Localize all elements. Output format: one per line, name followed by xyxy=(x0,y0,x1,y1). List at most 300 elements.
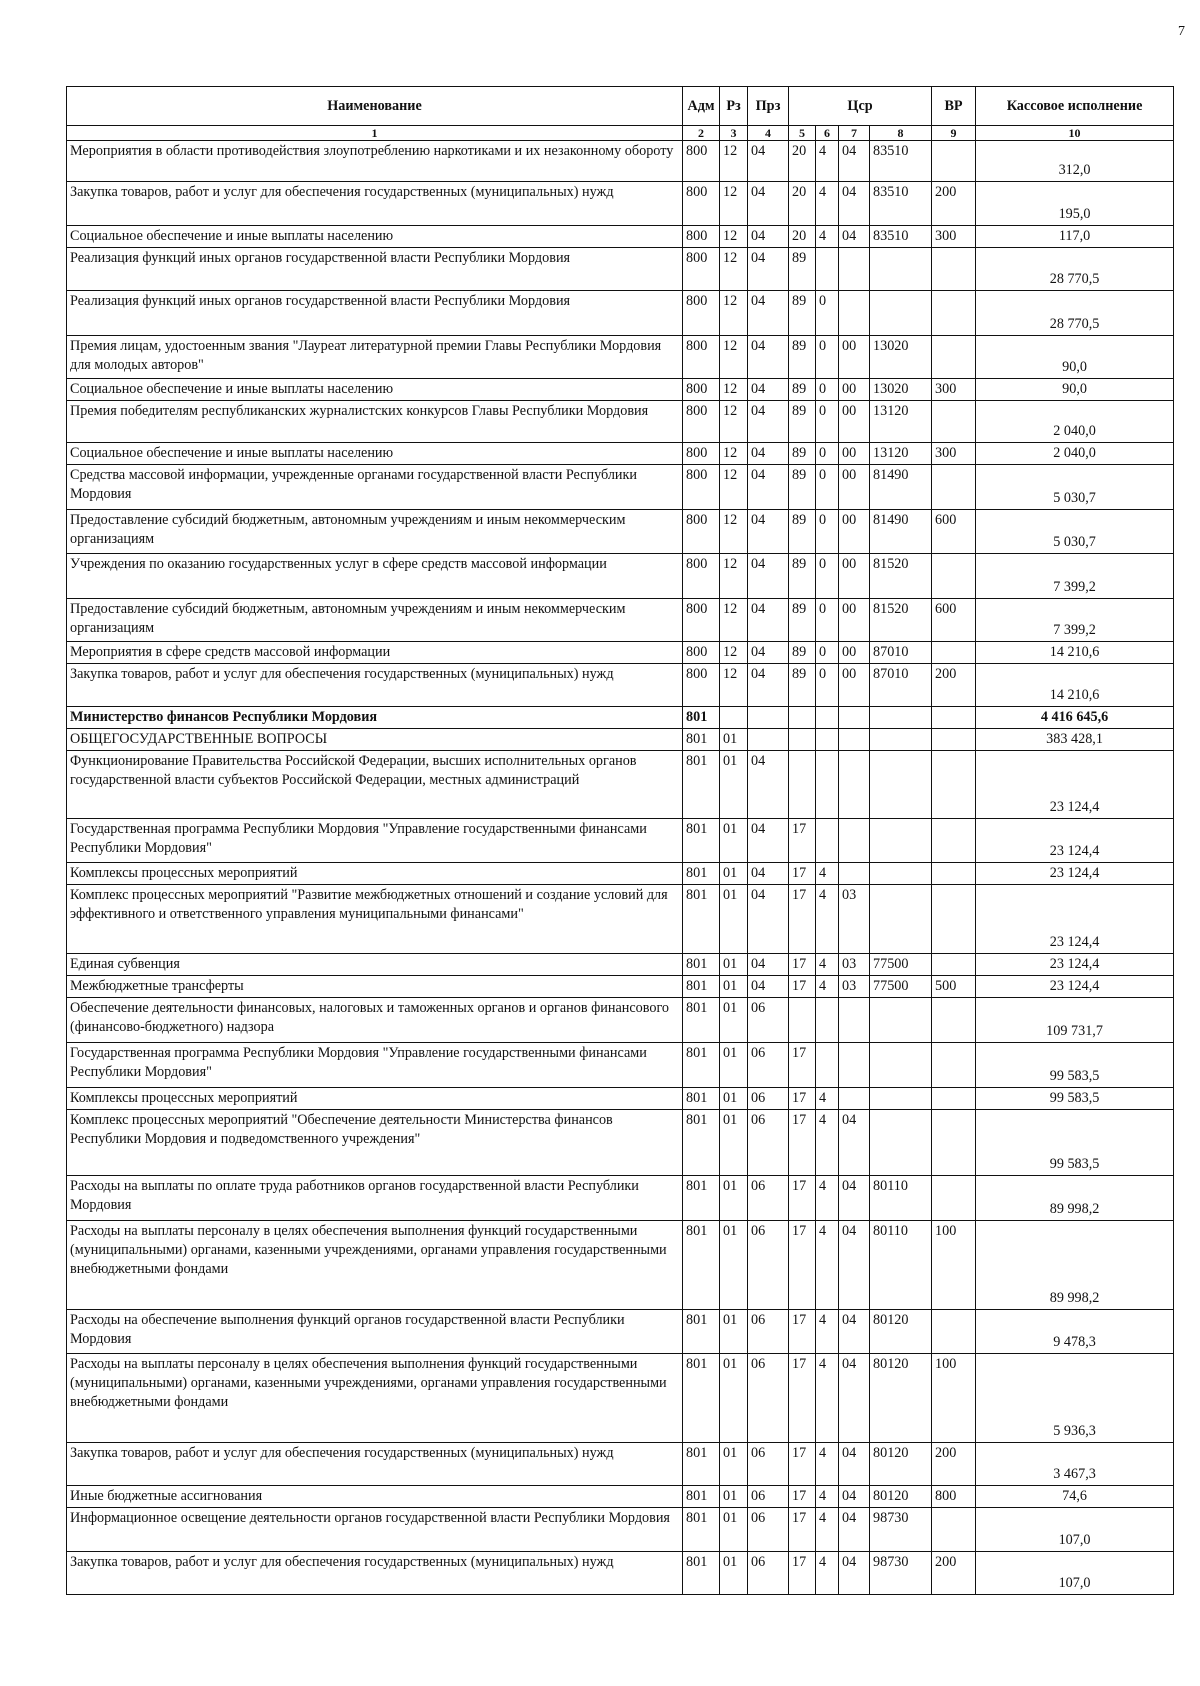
header-rz: Рз xyxy=(720,87,748,126)
row-adm: 801 xyxy=(683,819,720,863)
row-adm: 801 xyxy=(683,1552,720,1595)
row-csr-direction xyxy=(870,707,932,729)
row-vr: 800 xyxy=(932,1486,976,1508)
page-number: 7 xyxy=(1178,24,1185,39)
table-row xyxy=(67,976,1174,998)
row-rz: 12 xyxy=(720,554,748,599)
row-prz: 06 xyxy=(748,1176,789,1221)
row-prz: 06 xyxy=(748,1552,789,1595)
row-adm: 800 xyxy=(683,182,720,226)
row-name: Расходы на обеспечение выполнения функций органов государственной власти Республики Мордовия xyxy=(67,1310,683,1354)
row-name: Государственная программа Республики Мордовия "Управление государственными финансами Республики Мордовия" xyxy=(67,1043,683,1088)
row-rz xyxy=(720,707,748,729)
row-adm: 801 xyxy=(683,998,720,1043)
row-csr-direction xyxy=(870,1110,932,1176)
row-csr-direction xyxy=(870,998,932,1043)
row-amount: 90,0 xyxy=(976,336,1174,379)
row-csr-direction xyxy=(870,1088,932,1110)
row-adm: 801 xyxy=(683,1443,720,1486)
row-amount: 99 583,5 xyxy=(976,1043,1174,1088)
row-name: Закупка товаров, работ и услуг для обеспечения государственных (муниципальных) нужд xyxy=(67,1443,683,1486)
row-prz: 04 xyxy=(748,642,789,664)
row-csr-program: 89 xyxy=(789,664,816,707)
row-vr xyxy=(932,465,976,510)
row-rz: 01 xyxy=(720,819,748,863)
row-csr-program: 17 xyxy=(789,1088,816,1110)
row-csr-program: 17 xyxy=(789,1443,816,1486)
row-rz: 01 xyxy=(720,1176,748,1221)
table-row xyxy=(67,751,1174,819)
row-csr-direction: 81520 xyxy=(870,554,932,599)
row-prz: 06 xyxy=(748,1443,789,1486)
row-csr-group: 00 xyxy=(839,336,870,379)
header-csr: Цср xyxy=(789,87,932,126)
row-rz: 12 xyxy=(720,226,748,248)
row-csr-type: 0 xyxy=(816,554,839,599)
row-name: Социальное обеспечение и иные выплаты населению xyxy=(67,226,683,248)
row-csr-direction: 77500 xyxy=(870,954,932,976)
row-name: Комплексы процессных мероприятий xyxy=(67,863,683,885)
row-adm: 801 xyxy=(683,1508,720,1552)
row-vr: 300 xyxy=(932,379,976,401)
table-row xyxy=(67,729,1174,751)
row-csr-type xyxy=(816,707,839,729)
row-rz: 12 xyxy=(720,182,748,226)
row-vr xyxy=(932,1310,976,1354)
table-row xyxy=(67,863,1174,885)
row-csr-direction: 83510 xyxy=(870,182,932,226)
row-csr-direction: 87010 xyxy=(870,642,932,664)
row-name: Информационное освещение деятельности органов государственной власти Республики Мордовия xyxy=(67,1508,683,1552)
row-amount: 99 583,5 xyxy=(976,1110,1174,1176)
row-csr-group: 00 xyxy=(839,642,870,664)
row-amount: 74,6 xyxy=(976,1486,1174,1508)
row-amount: 383 428,1 xyxy=(976,729,1174,751)
row-csr-group: 04 xyxy=(839,1508,870,1552)
row-rz: 01 xyxy=(720,751,748,819)
row-csr-program: 89 xyxy=(789,443,816,465)
row-vr xyxy=(932,141,976,182)
row-amount: 23 124,4 xyxy=(976,976,1174,998)
row-csr-direction: 80110 xyxy=(870,1221,932,1310)
row-vr xyxy=(932,729,976,751)
row-csr-direction: 80110 xyxy=(870,1176,932,1221)
row-csr-type: 0 xyxy=(816,401,839,443)
row-name: Мероприятия в сфере средств массовой информации xyxy=(67,642,683,664)
row-csr-program: 89 xyxy=(789,401,816,443)
row-csr-group: 04 xyxy=(839,182,870,226)
row-vr: 600 xyxy=(932,510,976,554)
row-prz: 04 xyxy=(748,863,789,885)
table-row xyxy=(67,819,1174,863)
row-csr-direction: 83510 xyxy=(870,226,932,248)
row-csr-group: 04 xyxy=(839,1443,870,1486)
row-csr-direction xyxy=(870,885,932,954)
row-csr-program: 20 xyxy=(789,141,816,182)
col-number: 2 xyxy=(683,126,720,141)
row-adm: 801 xyxy=(683,863,720,885)
row-prz: 04 xyxy=(748,443,789,465)
row-name: ОБЩЕГОСУДАРСТВЕННЫЕ ВОПРОСЫ xyxy=(67,729,683,751)
row-csr-program xyxy=(789,998,816,1043)
row-adm: 800 xyxy=(683,401,720,443)
row-rz: 01 xyxy=(720,863,748,885)
row-csr-program: 89 xyxy=(789,336,816,379)
row-vr: 600 xyxy=(932,599,976,642)
row-amount: 7 399,2 xyxy=(976,554,1174,599)
row-csr-group: 04 xyxy=(839,1176,870,1221)
row-amount: 99 583,5 xyxy=(976,1088,1174,1110)
row-csr-program: 89 xyxy=(789,554,816,599)
col-number: 4 xyxy=(748,126,789,141)
row-csr-direction: 87010 xyxy=(870,664,932,707)
row-csr-direction: 77500 xyxy=(870,976,932,998)
row-csr-direction: 81520 xyxy=(870,599,932,642)
row-csr-group: 00 xyxy=(839,554,870,599)
row-csr-group: 00 xyxy=(839,664,870,707)
row-name: Закупка товаров, работ и услуг для обеспечения государственных (муниципальных) нужд xyxy=(67,1552,683,1595)
row-csr-direction: 98730 xyxy=(870,1552,932,1595)
row-vr: 200 xyxy=(932,1552,976,1595)
row-rz: 01 xyxy=(720,729,748,751)
row-csr-type xyxy=(816,729,839,751)
table-row xyxy=(67,707,1174,729)
row-prz: 06 xyxy=(748,1043,789,1088)
row-csr-direction: 81490 xyxy=(870,510,932,554)
row-amount: 14 210,6 xyxy=(976,642,1174,664)
row-csr-type: 0 xyxy=(816,510,839,554)
row-csr-direction: 13020 xyxy=(870,379,932,401)
row-csr-group xyxy=(839,998,870,1043)
row-csr-type: 4 xyxy=(816,1176,839,1221)
row-rz: 01 xyxy=(720,1088,748,1110)
row-name: Средства массовой информации, учрежденные органами государственной власти Республики Мордовия xyxy=(67,465,683,510)
row-adm: 801 xyxy=(683,1176,720,1221)
row-prz: 04 xyxy=(748,976,789,998)
table-row xyxy=(67,1110,1174,1176)
row-csr-program: 17 xyxy=(789,1176,816,1221)
row-adm: 800 xyxy=(683,248,720,291)
row-name: Государственная программа Республики Мордовия "Управление государственными финансами Республики Мордовия" xyxy=(67,819,683,863)
row-adm: 801 xyxy=(683,976,720,998)
row-csr-type: 4 xyxy=(816,1221,839,1310)
col-number: 9 xyxy=(932,126,976,141)
row-adm: 801 xyxy=(683,1110,720,1176)
row-vr xyxy=(932,1110,976,1176)
row-name: Министерство финансов Республики Мордовия xyxy=(67,707,683,729)
row-vr xyxy=(932,819,976,863)
row-amount: 89 998,2 xyxy=(976,1176,1174,1221)
row-vr: 300 xyxy=(932,443,976,465)
row-csr-group: 00 xyxy=(839,599,870,642)
row-csr-direction: 80120 xyxy=(870,1486,932,1508)
row-prz: 06 xyxy=(748,1486,789,1508)
row-csr-direction xyxy=(870,751,932,819)
row-csr-type xyxy=(816,751,839,819)
row-amount: 23 124,4 xyxy=(976,885,1174,954)
row-name: Межбюджетные трансферты xyxy=(67,976,683,998)
row-csr-program: 17 xyxy=(789,1221,816,1310)
row-name: Иные бюджетные ассигнования xyxy=(67,1486,683,1508)
row-rz: 12 xyxy=(720,443,748,465)
header-amount: Кассовое исполнение xyxy=(976,87,1174,126)
row-amount: 23 124,4 xyxy=(976,751,1174,819)
row-csr-type: 0 xyxy=(816,664,839,707)
row-rz: 01 xyxy=(720,998,748,1043)
row-csr-type: 0 xyxy=(816,642,839,664)
row-name: Реализация функций иных органов государственной власти Республики Мордовия xyxy=(67,291,683,336)
row-csr-program: 89 xyxy=(789,379,816,401)
table-row xyxy=(67,998,1174,1043)
row-rz: 12 xyxy=(720,401,748,443)
row-vr: 100 xyxy=(932,1354,976,1443)
row-csr-program: 20 xyxy=(789,226,816,248)
row-csr-direction: 13020 xyxy=(870,336,932,379)
col-number: 8 xyxy=(870,126,932,141)
row-adm: 800 xyxy=(683,291,720,336)
row-csr-type xyxy=(816,1043,839,1088)
row-csr-direction xyxy=(870,248,932,291)
row-csr-program: 89 xyxy=(789,248,816,291)
table-row xyxy=(67,885,1174,954)
row-rz: 12 xyxy=(720,465,748,510)
row-rz: 01 xyxy=(720,1508,748,1552)
row-vr: 200 xyxy=(932,182,976,226)
row-adm: 801 xyxy=(683,1354,720,1443)
row-rz: 12 xyxy=(720,248,748,291)
row-csr-group xyxy=(839,729,870,751)
row-name: Обеспечение деятельности финансовых, налоговых и таможенных органов и органов финансового (финансово-бюджетного) надзора xyxy=(67,998,683,1043)
row-adm: 800 xyxy=(683,141,720,182)
row-amount: 5 030,7 xyxy=(976,465,1174,510)
row-vr xyxy=(932,291,976,336)
row-adm: 801 xyxy=(683,954,720,976)
table-row xyxy=(67,182,1174,226)
row-name: Комплекс процессных мероприятий "Обеспечение деятельности Министерства финансов Республики Мордовия и подведомственного учреждения" xyxy=(67,1110,683,1176)
row-csr-program xyxy=(789,707,816,729)
budget-execution-table xyxy=(66,86,1174,1595)
row-name: Социальное обеспечение и иные выплаты населению xyxy=(67,379,683,401)
table-row xyxy=(67,1088,1174,1110)
row-prz: 04 xyxy=(748,819,789,863)
row-rz: 12 xyxy=(720,336,748,379)
row-csr-program xyxy=(789,729,816,751)
table-row xyxy=(67,664,1174,707)
row-vr xyxy=(932,1508,976,1552)
row-amount: 195,0 xyxy=(976,182,1174,226)
row-prz: 04 xyxy=(748,954,789,976)
row-csr-group xyxy=(839,863,870,885)
row-prz: 04 xyxy=(748,885,789,954)
row-amount: 23 124,4 xyxy=(976,819,1174,863)
row-prz xyxy=(748,707,789,729)
row-rz: 01 xyxy=(720,1354,748,1443)
row-adm: 800 xyxy=(683,510,720,554)
row-rz: 01 xyxy=(720,1310,748,1354)
row-adm: 801 xyxy=(683,1486,720,1508)
row-name: Закупка товаров, работ и услуг для обеспечения государственных (муниципальных) нужд xyxy=(67,182,683,226)
row-csr-program: 89 xyxy=(789,599,816,642)
row-csr-type: 0 xyxy=(816,599,839,642)
row-csr-group xyxy=(839,1088,870,1110)
row-vr xyxy=(932,707,976,729)
col-number: 7 xyxy=(839,126,870,141)
row-name: Закупка товаров, работ и услуг для обеспечения государственных (муниципальных) нужд xyxy=(67,664,683,707)
row-vr xyxy=(932,642,976,664)
row-amount: 2 040,0 xyxy=(976,443,1174,465)
table-row xyxy=(67,465,1174,510)
row-csr-program: 89 xyxy=(789,642,816,664)
row-prz: 04 xyxy=(748,141,789,182)
row-rz: 01 xyxy=(720,1552,748,1595)
row-csr-program: 17 xyxy=(789,1354,816,1443)
row-amount: 107,0 xyxy=(976,1552,1174,1595)
row-adm: 800 xyxy=(683,379,720,401)
row-adm: 800 xyxy=(683,664,720,707)
row-amount: 5 936,3 xyxy=(976,1354,1174,1443)
table-row xyxy=(67,1310,1174,1354)
row-csr-program: 17 xyxy=(789,976,816,998)
row-csr-type: 4 xyxy=(816,863,839,885)
row-prz: 04 xyxy=(748,379,789,401)
row-rz: 01 xyxy=(720,1486,748,1508)
row-amount: 3 467,3 xyxy=(976,1443,1174,1486)
header-adm: Адм xyxy=(683,87,720,126)
row-amount: 107,0 xyxy=(976,1508,1174,1552)
row-vr: 100 xyxy=(932,1221,976,1310)
table-row xyxy=(67,1552,1174,1595)
row-name: Мероприятия в области противодействия злоупотреблению наркотиками и их незаконному обороту xyxy=(67,141,683,182)
row-name: Расходы на выплаты персоналу в целях обеспечения выполнения функций государственными (муниципальными) органами, казенными учреждениями, органами управления государственными внебюджетными фондами xyxy=(67,1221,683,1310)
row-csr-type: 4 xyxy=(816,1508,839,1552)
row-rz: 12 xyxy=(720,291,748,336)
row-amount: 2 040,0 xyxy=(976,401,1174,443)
row-csr-type: 0 xyxy=(816,443,839,465)
row-rz: 12 xyxy=(720,599,748,642)
row-csr-program: 17 xyxy=(789,954,816,976)
row-prz: 04 xyxy=(748,226,789,248)
row-prz: 04 xyxy=(748,599,789,642)
row-prz: 06 xyxy=(748,1354,789,1443)
row-rz: 01 xyxy=(720,1443,748,1486)
row-csr-group xyxy=(839,248,870,291)
row-name: Предоставление субсидий бюджетным, автономным учреждениям и иным некоммерческим организациям xyxy=(67,510,683,554)
row-csr-type: 4 xyxy=(816,1486,839,1508)
row-adm: 800 xyxy=(683,336,720,379)
row-csr-program: 17 xyxy=(789,1552,816,1595)
row-csr-program: 89 xyxy=(789,510,816,554)
row-csr-type: 0 xyxy=(816,465,839,510)
row-name: Функционирование Правительства Российской Федерации, высших исполнительных органов государственной власти субъектов Российской Федерации, местных администраций xyxy=(67,751,683,819)
row-vr xyxy=(932,954,976,976)
row-rz: 12 xyxy=(720,141,748,182)
column-number-row xyxy=(67,126,1174,141)
table-row xyxy=(67,443,1174,465)
row-rz: 12 xyxy=(720,379,748,401)
row-prz: 06 xyxy=(748,1508,789,1552)
row-vr xyxy=(932,554,976,599)
row-csr-direction: 13120 xyxy=(870,443,932,465)
row-adm: 801 xyxy=(683,1043,720,1088)
row-vr xyxy=(932,863,976,885)
row-amount: 5 030,7 xyxy=(976,510,1174,554)
row-prz: 04 xyxy=(748,664,789,707)
col-number: 1 xyxy=(67,126,683,141)
row-adm: 801 xyxy=(683,1221,720,1310)
table-row xyxy=(67,954,1174,976)
table-body xyxy=(67,141,1174,1595)
row-prz: 04 xyxy=(748,248,789,291)
row-csr-type: 4 xyxy=(816,1310,839,1354)
row-adm: 800 xyxy=(683,599,720,642)
row-csr-group xyxy=(839,291,870,336)
table-row xyxy=(67,248,1174,291)
row-csr-program: 17 xyxy=(789,1486,816,1508)
row-prz xyxy=(748,729,789,751)
row-csr-type: 4 xyxy=(816,885,839,954)
table-row xyxy=(67,401,1174,443)
row-name: Расходы на выплаты персоналу в целях обеспечения выполнения функций государственными (муниципальными) органами, казенными учреждениями, органами управления государственными внебюджетными фондами xyxy=(67,1354,683,1443)
row-csr-group: 00 xyxy=(839,379,870,401)
row-csr-program: 17 xyxy=(789,1110,816,1176)
row-csr-type: 4 xyxy=(816,976,839,998)
header-name: Наименование xyxy=(67,87,683,126)
row-csr-group: 00 xyxy=(839,465,870,510)
row-prz: 06 xyxy=(748,1310,789,1354)
row-name: Единая субвенция xyxy=(67,954,683,976)
row-amount: 23 124,4 xyxy=(976,863,1174,885)
row-csr-group: 04 xyxy=(839,1354,870,1443)
row-csr-group: 04 xyxy=(839,1552,870,1595)
row-csr-group: 03 xyxy=(839,976,870,998)
row-csr-group: 04 xyxy=(839,1110,870,1176)
row-csr-direction: 83510 xyxy=(870,141,932,182)
row-csr-program: 17 xyxy=(789,1508,816,1552)
row-adm: 801 xyxy=(683,885,720,954)
row-rz: 12 xyxy=(720,664,748,707)
row-csr-group: 04 xyxy=(839,1221,870,1310)
row-name: Комплексы процессных мероприятий xyxy=(67,1088,683,1110)
row-csr-program: 20 xyxy=(789,182,816,226)
row-amount: 14 210,6 xyxy=(976,664,1174,707)
row-csr-direction: 80120 xyxy=(870,1354,932,1443)
row-prz: 04 xyxy=(748,554,789,599)
row-prz: 04 xyxy=(748,510,789,554)
row-name: Предоставление субсидий бюджетным, автономным учреждениям и иным некоммерческим организациям xyxy=(67,599,683,642)
row-prz: 04 xyxy=(748,182,789,226)
row-csr-program: 17 xyxy=(789,1310,816,1354)
row-vr xyxy=(932,751,976,819)
row-csr-group xyxy=(839,819,870,863)
row-name: Расходы на выплаты по оплате труда работников органов государственной власти Республики Мордовия xyxy=(67,1176,683,1221)
row-rz: 12 xyxy=(720,642,748,664)
row-adm: 800 xyxy=(683,443,720,465)
table-row xyxy=(67,1508,1174,1552)
row-name: Комплекс процессных мероприятий "Развитие межбюджетных отношений и создание условий для эффективного и ответственного управления муниципальными финансами" xyxy=(67,885,683,954)
row-rz: 12 xyxy=(720,510,748,554)
row-name: Социальное обеспечение и иные выплаты населению xyxy=(67,443,683,465)
row-amount: 4 416 645,6 xyxy=(976,707,1174,729)
col-number: 5 xyxy=(789,126,816,141)
row-csr-group: 00 xyxy=(839,510,870,554)
table-row xyxy=(67,336,1174,379)
col-number: 6 xyxy=(816,126,839,141)
row-adm: 800 xyxy=(683,226,720,248)
row-vr xyxy=(932,401,976,443)
row-vr xyxy=(932,1088,976,1110)
row-prz: 04 xyxy=(748,465,789,510)
table-row xyxy=(67,291,1174,336)
